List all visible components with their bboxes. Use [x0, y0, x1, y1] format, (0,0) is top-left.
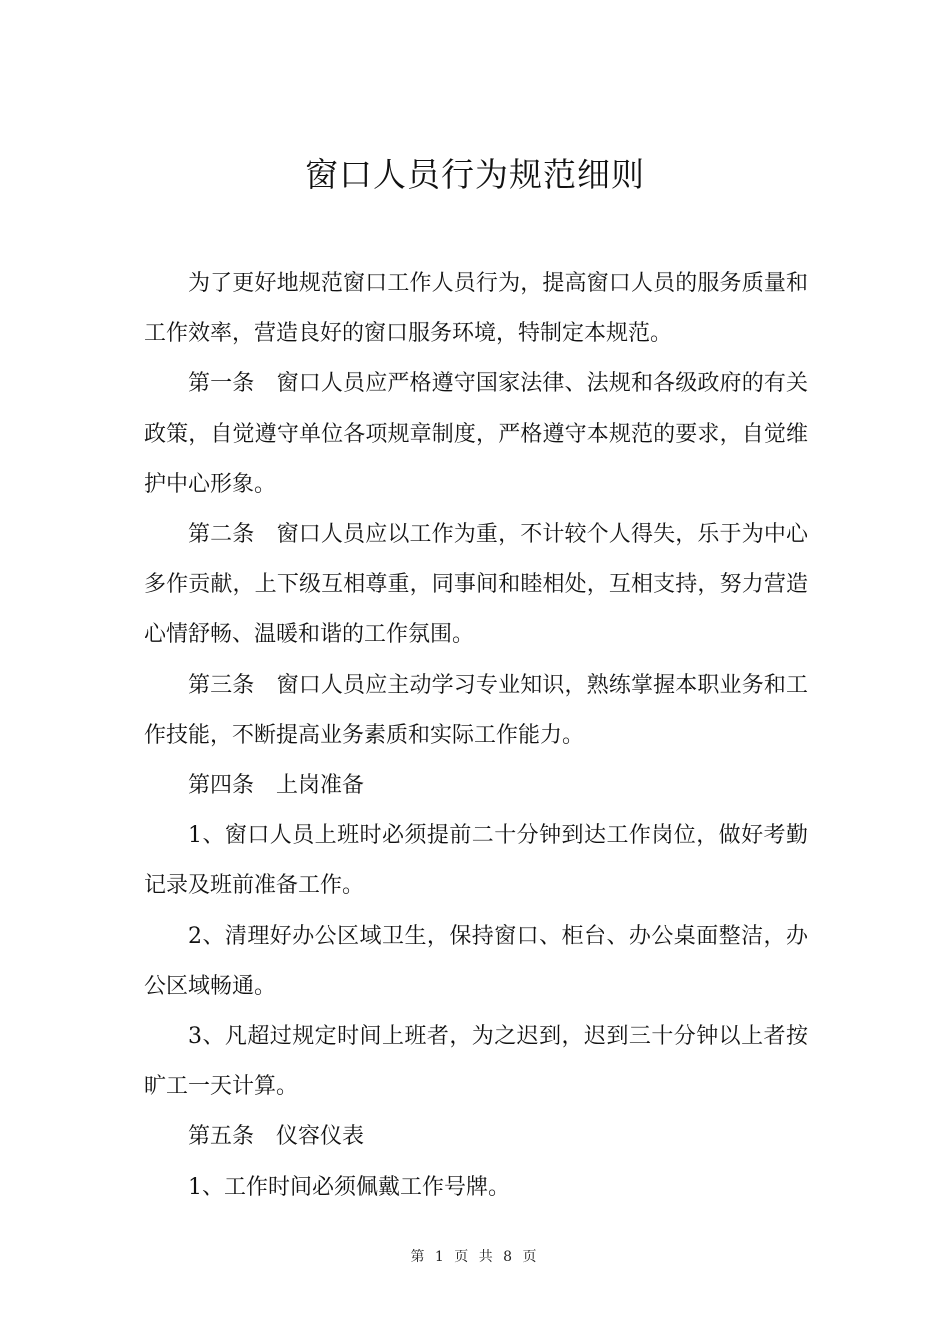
article-5-text: 仪容仪表 [276, 1124, 365, 1150]
article-4 [144, 761, 808, 811]
article-2-label: 第二条 [188, 522, 255, 548]
article-2-text: 窗口人员应以工作为重，不计较个人得失，乐于为中心多作贡献，上下级互相尊重，同事间和睦相处，互相支持，努力营造心情舒畅、温暖和谐的工作氛围。 [144, 522, 808, 648]
article-4-item-3: 3、凡超过规定时间上班者，为之迟到，迟到三十分钟以上者按旷工一天计算。 [144, 1024, 808, 1100]
article-1 [144, 359, 808, 510]
article-5-label: 第五条 [188, 1124, 255, 1150]
document-body [144, 259, 808, 1213]
article-5 [144, 1112, 808, 1162]
page-number-footer: 第 1 页 共 8 页 [410, 1249, 540, 1265]
article-3 [144, 661, 808, 761]
article-4-item-2: 2、清理好办公区域卫生，保持窗口、柜台、办公桌面整洁，办公区域畅通。 [144, 923, 808, 999]
article-1-text: 窗口人员应严格遵守国家法律、法规和各级政府的有关政策，自觉遵守单位各项规章制度，严格遵守本规范的要求，自觉维护中心形象。 [144, 371, 808, 497]
article-1-label: 第一条 [188, 371, 255, 397]
article-3-label: 第三条 [188, 672, 255, 698]
document-title: 窗口人员行为规范细则 [305, 155, 645, 194]
article-2 [144, 510, 808, 661]
article-4-label: 第四条 [188, 773, 255, 799]
intro-paragraph: 为了更好地规范窗口工作人员行为，提高窗口人员的服务质量和工作效率，营造良好的窗口服务环境，特制定本规范。 [144, 271, 808, 347]
article-5-item-1: 1、工作时间必须佩戴工作号牌。 [188, 1174, 510, 1200]
article-4-item-1: 1、窗口人员上班时必须提前二十分钟到达工作岗位，做好考勤记录及班前准备工作。 [144, 823, 808, 899]
article-3-text: 窗口人员应主动学习专业知识，熟练掌握本职业务和工作技能，不断提高业务素质和实际工作能力。 [144, 672, 808, 748]
article-4-text: 上岗准备 [276, 773, 365, 799]
